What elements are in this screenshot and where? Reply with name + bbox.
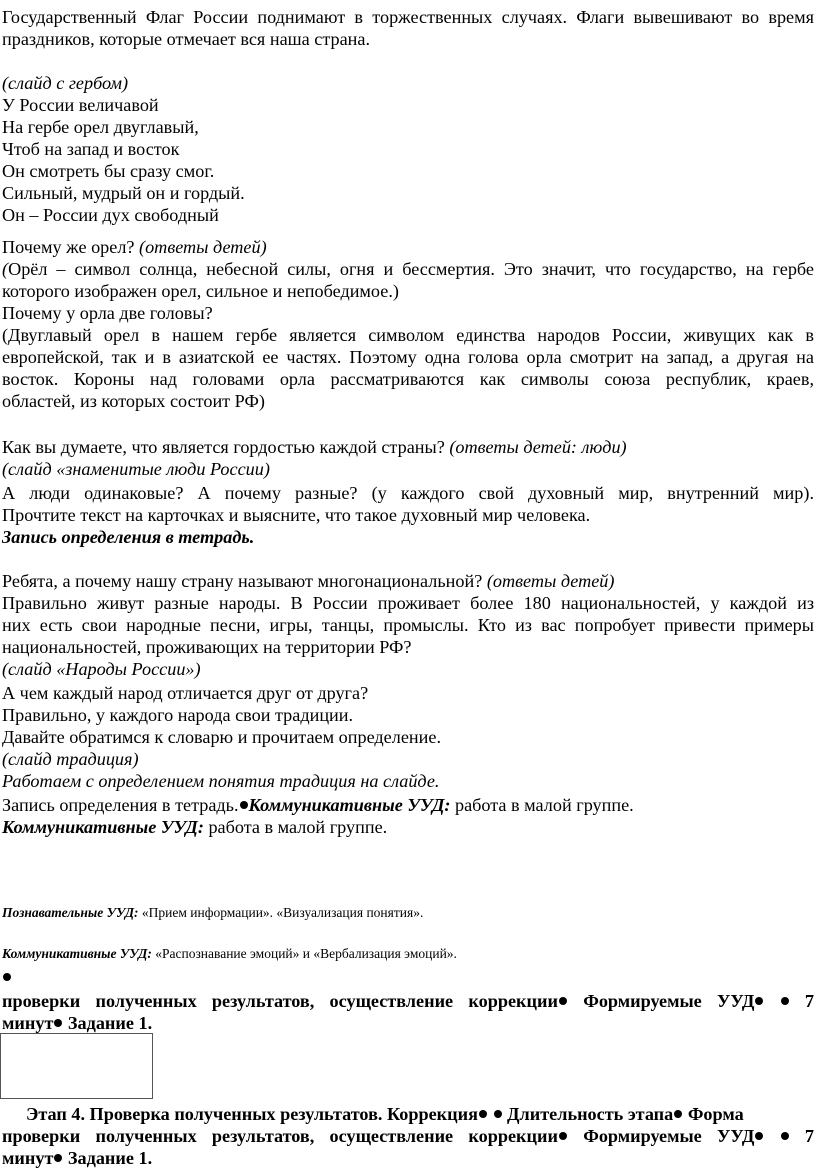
stage-a-text-1c: 7 [789,991,815,1011]
eagle-answer-2-line-1: (Двуглавый орел в нашем гербе является символом единства народов России, живущих как в [2,325,814,345]
stage-b-line-2 [2,1125,814,1147]
nations-line-3: национальностей, проживающих на территории РФ? [2,637,412,657]
nations-line-2: них есть свои народные песни, игры, танцы, промыслы. Кто из вас попробует привести примеры [2,615,814,635]
empty-image-frame [0,1033,153,1099]
stage-b-text-2: проверки полученных результатов, осуществление коррекции [2,1126,558,1146]
communicative-uud-label: Коммуникативные УУД: [2,946,152,961]
stage-b-line-1 [26,1103,816,1125]
bullet-icon [781,997,789,1005]
stage-b-text-3b: Задание 1. [63,1148,153,1168]
pride-line-1: А люди одинаковые? А почему разные? (у каждого свой духовный мир, внутренний мир). [2,483,814,503]
bullet-icon [494,1110,502,1118]
pride-line-2: Прочтите текст на карточках и выясните, что такое духовный мир человека. [2,505,591,525]
nations-record: Запись определения в тетрадь. [2,795,239,815]
stage-b-text-3: минут [2,1148,54,1168]
poem-line: Он смотреть бы сразу смог. [2,161,215,181]
uud2-text: работа в малой группе. [203,817,388,837]
stage-b-text-1b: Длительность этапа [502,1104,674,1124]
communicative-uud-text: «Распознавание эмоций» и «Вербализация эмоций». [151,946,457,961]
nations-dictionary: Давайте обратимся к словарю и прочитаем определение. [2,727,441,747]
poem-line: Он – России дух свободный [2,205,219,225]
poem-line: Сильный, мудрый он и гордый. [2,183,245,203]
uud1-label: Коммуникативные УУД: [248,795,451,815]
bullet-icon [674,1110,682,1118]
eagle-question-1-note: (ответы детей) [139,237,267,257]
eagle-question-1 [2,236,814,258]
intro-line-1: Государственный Флаг России поднимают в торжественных случаях. Флаги вывешивают во время [2,7,814,27]
bullet-icon [54,1154,62,1162]
stage-a-text-2b: Задание 1. [63,1013,153,1033]
poem-slide-note: (слайд с гербом) [2,73,129,93]
nations-question-text: Ребята, а почему нашу страну называют многонациональной? [2,571,487,591]
bullet-icon [54,1019,62,1027]
stage-a-text-1b: Формируемые УУД [567,991,755,1011]
intro-line-2: праздников, которые отмечает вся наша страна. [2,29,371,49]
eagle-answer-1-text: Орёл – символ солнца, небесной силы, огня и бессмертия. Это значит, что государство, на гербе [8,259,814,279]
nations-question-2: А чем каждый народ отличается друг от друга? [2,683,369,703]
nations-record-line [2,794,814,816]
eagle-answer-1-line-1 [2,258,814,280]
pride-question-note: (ответы детей: люди) [449,437,627,457]
pride-question-text: Как вы думаете, что является гордостью каждой страны? [2,437,450,457]
eagle-answer-2-line-3: восток. Короны над головами орла рассматриваются как символы союза республик, краев, [2,369,814,389]
stage-a-line-2 [2,1012,814,1034]
eagle-answer-2-line-4: областей, из которых состоит РФ) [2,391,265,411]
stage-b-text-1c: Форма [683,1104,744,1124]
bullet-icon [3,973,11,981]
bullet-icon [559,997,567,1005]
nations-line-1: Правильно живут разные народы. В России проживает более 180 национальностей, у каждой из [2,593,814,613]
stage-b-line-3 [2,1147,814,1169]
eagle-answer-2-line-2: европейской, так и в азиатской ее частях. Поэтому одна голова орла смотрит на запад, а другая на [2,347,814,367]
stage-b-text-2c: 7 [789,1126,815,1146]
nations-answer-2: Правильно, у каждого народа свои традиции. [2,705,354,725]
nations-question-note: (ответы детей) [486,571,615,591]
uud1-text: работа в малой группе. [450,795,634,815]
uud2-line [2,816,814,838]
stage-a-text-2: минут [2,1013,54,1033]
cognitive-uud-line [2,904,814,922]
uud2-label: Коммуникативные УУД: [2,817,204,837]
pride-task: Запись определения в тетрадь. [2,527,255,547]
bullet-icon [559,1132,567,1140]
stage-a-line-1 [2,990,814,1012]
eagle-question-1-text: Почему же орел? [2,237,140,257]
poem-line: На гербе орел двуглавый, [2,117,199,137]
eagle-answer-1-line-2: которого изображен орел, сильное и непобедимое.) [2,281,399,301]
nations-slide-note-2: (слайд традиция) [2,749,139,769]
nations-question [2,570,814,592]
bullet-icon [479,1110,487,1118]
poem-line: У России величавой [2,95,159,115]
nations-slide-note: (слайд «Народы России») [2,659,201,679]
eagle-question-2: Почему у орла две головы? [2,303,213,323]
stray-bullet [2,966,814,988]
bullet-icon [781,1132,789,1140]
pride-slide-note: (слайд «знаменитые люди России) [2,459,270,479]
communicative-uud-line [2,945,814,963]
nations-work: Работаем с определением понятия традиция на слайде. [2,771,440,791]
stage-a-text-1: проверки полученных результатов, осуществление коррекции [2,991,558,1011]
cognitive-uud-text: «Прием информации». «Визуализация понятия». [138,905,424,920]
stage-b-text-2b: Формируемые УУД [567,1126,755,1146]
eagle-answer-1-open: ( [2,259,9,279]
poem-line: Чтоб на запад и восток [2,139,180,159]
bullet-icon [755,997,763,1005]
pride-question [2,436,814,458]
stage-b-text-1: Этап 4. Проверка полученных результатов. Коррекция [26,1104,478,1124]
bullet-icon [755,1132,763,1140]
bullet-icon [240,801,248,809]
cognitive-uud-label: Познавательные УУД: [2,905,139,920]
